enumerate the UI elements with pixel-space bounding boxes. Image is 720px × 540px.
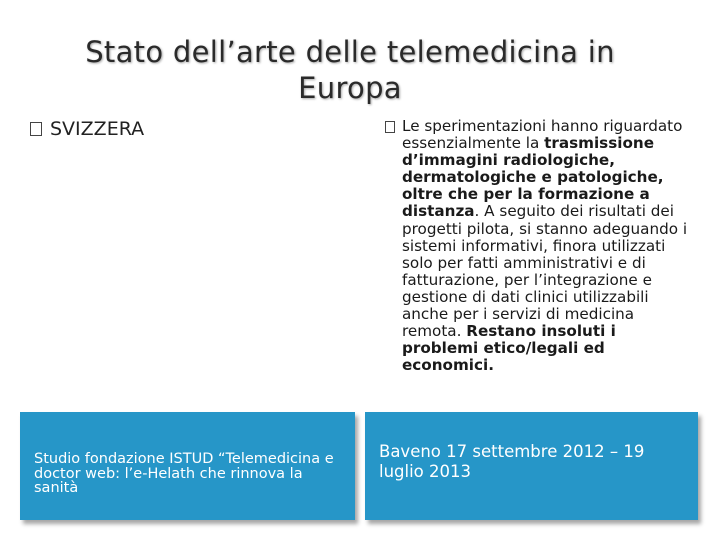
country-label: SVIZZERA xyxy=(50,118,145,140)
slide-title xyxy=(40,34,660,106)
description-bullet-item xyxy=(385,118,690,374)
slide-title-line-1: Stato dell’arte delle telemedicina in xyxy=(85,35,615,69)
description-bold-topics: trasmissione d’immagini radiologiche, dermatologiche e patologiche, oltre che per la formazione a distanza xyxy=(402,134,664,221)
slide-title-line-2: Europa xyxy=(298,71,402,105)
event-box xyxy=(365,412,698,520)
square-bullet-icon xyxy=(30,122,42,136)
square-bullet-icon xyxy=(385,121,395,133)
description-middle: . A seguito dei risultati dei progetti pilota, si stanno adeguando i sistemi informativi, finora utilizzati solo per fatti amministrativi e di fatturazione, per l’integrazione e gestione di dati clinici utilizzabili anche per i servizi di medicina remota. xyxy=(402,202,688,341)
source-box xyxy=(20,412,355,520)
description-paragraph xyxy=(402,118,690,374)
country-bullet-item xyxy=(30,118,144,140)
description-bold-conclusion: Restano insoluti i problemi etico/legali ed economici. xyxy=(402,322,616,375)
description-intro: Le sperimentazioni hanno riguardato essenzialmente la xyxy=(402,117,683,153)
event-text: Baveno 17 settembre 2012 – 19 luglio 2013 xyxy=(379,442,645,481)
source-text: Studio fondazione ISTUD “Telemedicina e doctor web: l’e-Helath che rinnova la sanità xyxy=(34,451,334,496)
